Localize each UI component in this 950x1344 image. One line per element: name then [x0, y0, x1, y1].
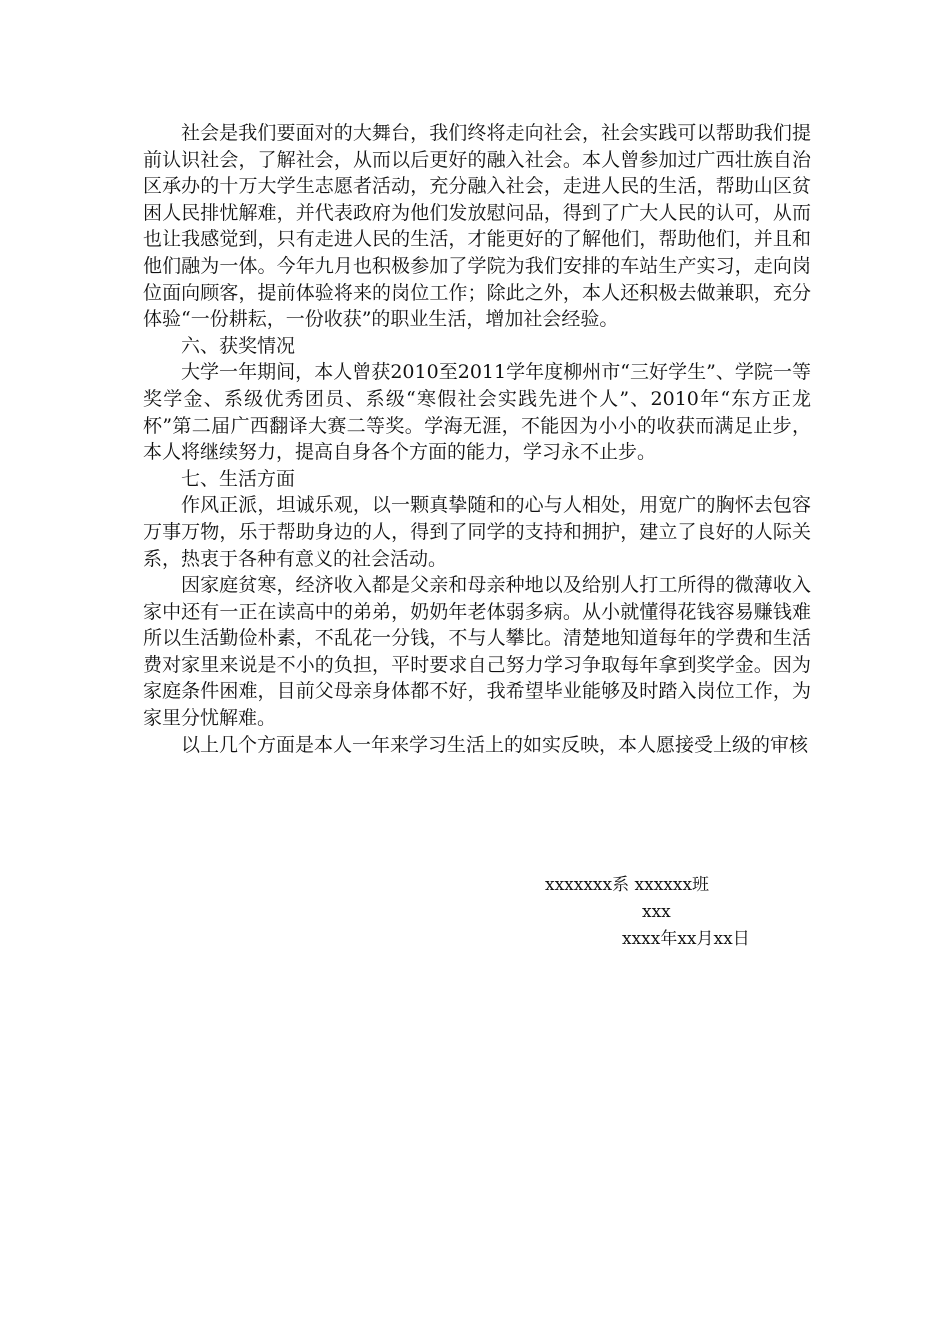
paragraph-social-practice: 社会是我们要面对的大舞台，我们终将走向社会，社会实践可以帮助我们提前认识社会，了解社会，从而以后更好的融入社会。本人曾参加过广西壮族自治区承办的十万大学生志愿者活动，充分融入社会，走进人民的生活，帮助山区贫困人民排忧解难，并代表政府为他们发放慰问品，得到了广大人民的认可，从而也让我感觉到，只有走进人民的生活，才能更好的了解他们，帮助他们，并且和他们融为一体。今年九月也积极参加了学院为我们安排的车站生产实习，走向岗位面向顾客，提前体验将来的岗位工作；除此之外，本人还积极去做兼职，充分体验“一份耕耘，一份收获”的职业生活，增加社会经验。	[143, 122, 811, 331]
paragraph-awards: 大学一年期间，本人曾获2010至2011学年度柳州市“三好学生”、学院一等奖学金、系级优秀团员、系级“寒假社会实践先进个人”、2010年“东方正龙杯”第二届广西翻译大赛二等奖。学海无涯，不能因为小小的收获而满足止步，本人将继续努力，提高自身各个方面的能力，学习永不止步。	[143, 361, 811, 464]
paragraph-family: 因家庭贫寒，经济收入都是父亲和母亲种地以及给别人打工所得的微薄收入家中还有一正在读高中的弟弟，奶奶年老体弱多病。从小就懂得花钱容易赚钱难所以生活勤俭朴素，不乱花一分钱，不与人攀比。清楚地知道每年的学费和生活费对家里来说是不小的负担，平时要求自己努力学习争取每年拿到奖学金。因为家庭条件困难，目前父母亲身体都不好，我希望毕业能够及时踏入岗位工作，为家里分忧解难。	[143, 574, 811, 730]
paragraph-conclusion: 以上几个方面是本人一年来学习生活上的如实反映，本人愿接受上级的审核	[181, 733, 809, 756]
section-heading-life: 七、生活方面	[181, 467, 296, 490]
section-heading-awards: 六、获奖情况	[181, 334, 296, 357]
signature-name: xxx	[642, 902, 671, 922]
document-body	[143, 120, 811, 758]
signature-department: xxxxxxx系 xxxxxx班	[545, 875, 710, 895]
signature-date: xxxx年xx月xx日	[622, 929, 750, 949]
paragraph-character: 作风正派，坦诚乐观，以一颗真挚随和的心与人相处，用宽广的胸怀去包容万事万物，乐于帮助身边的人，得到了同学的支持和拥护，建立了良好的人际关系，热衷于各种有意义的社会活动。	[143, 494, 811, 570]
